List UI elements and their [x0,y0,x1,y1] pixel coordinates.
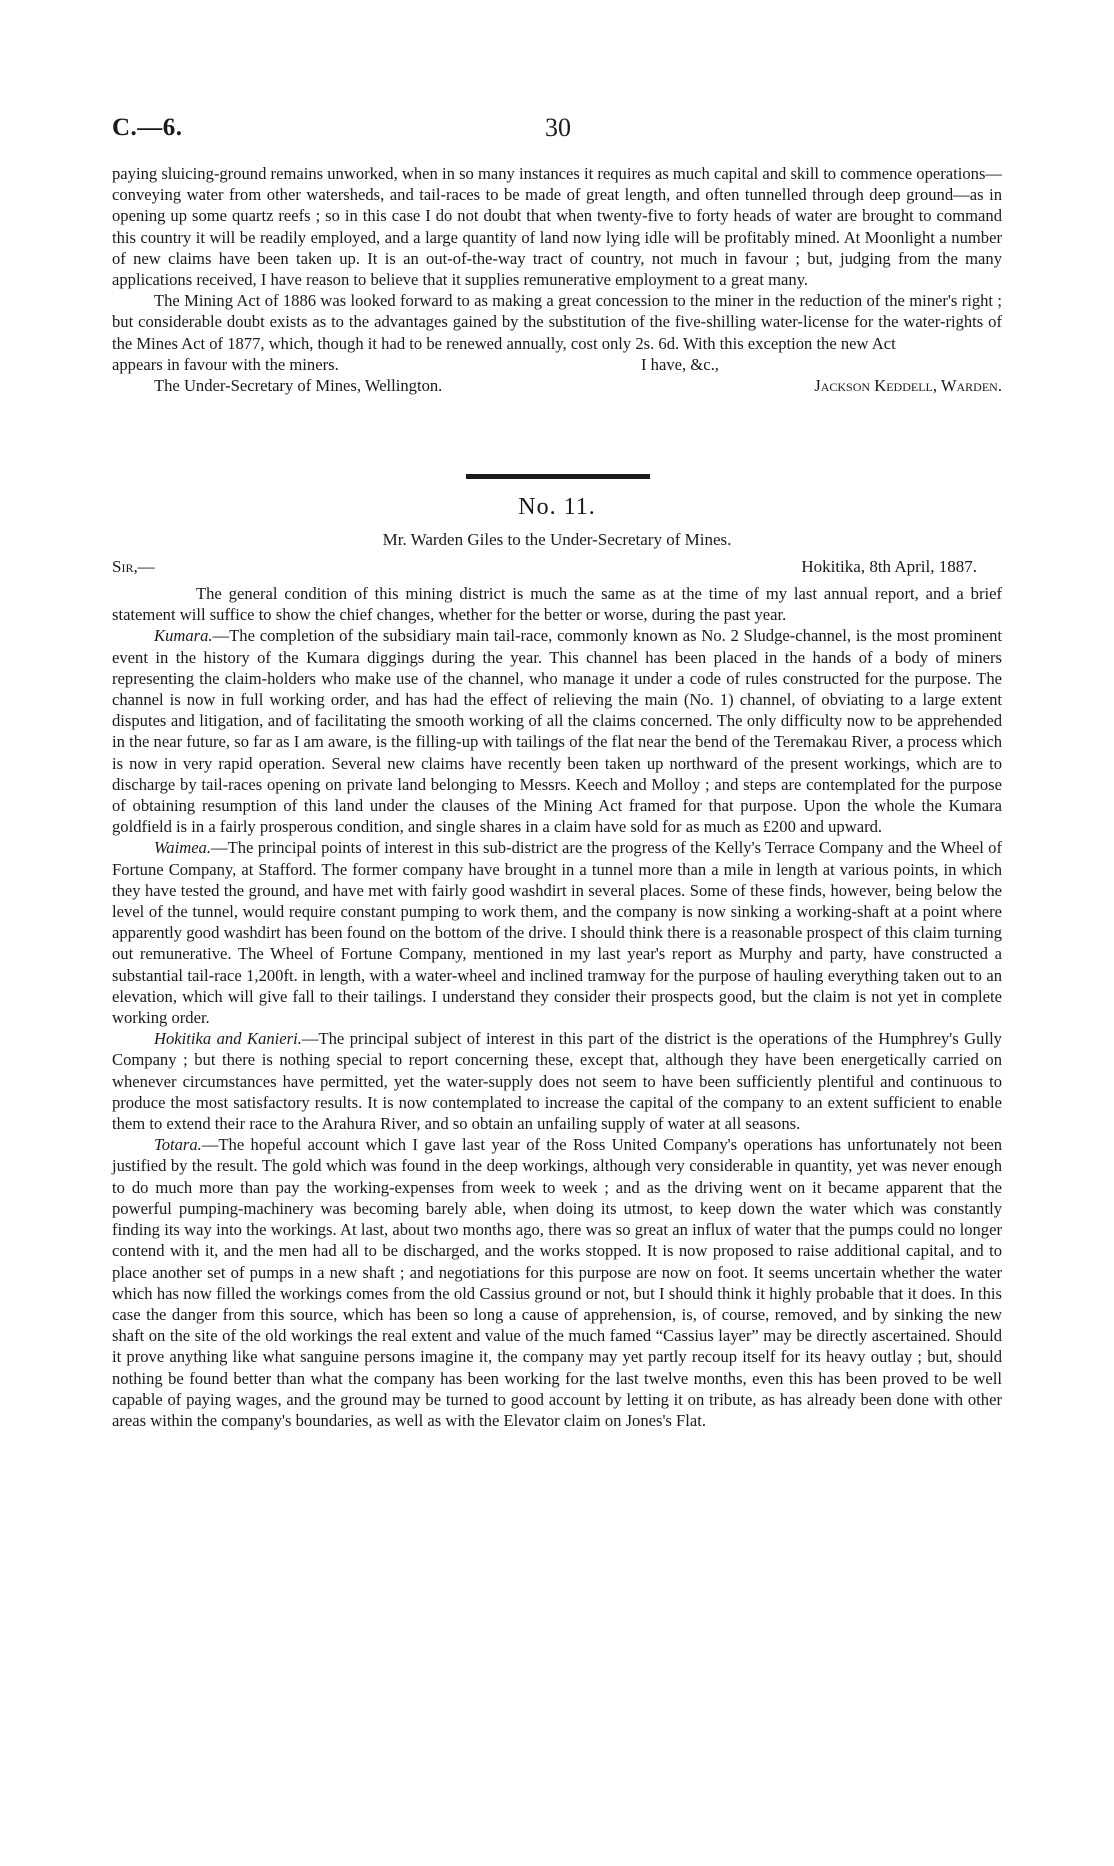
paragraph: The Mining Act of 1886 was looked forward to as making a great concession to the miner in the reduction of the miner's right ; but considerable doubt exists as to the advantages gained by the substitution of the five-shilling water-license for the water-rights of the Mines Act of 1877, which, though it had to be renewed annually, cost only 2s. 6d. With this exception the new Act [112,291,1002,353]
salutation: Sir,— [112,557,155,576]
section-heading: Kumara. [154,626,213,646]
addressee: The Under-Secretary of Mines, Wellington. [154,376,443,396]
section-heading: Totara. [154,1135,202,1155]
letter-10-body [112,163,1002,396]
section-divider [466,474,650,479]
intro-paragraph: The general condition of this mining district is much the same as at the time of my last annual report, and a brief statement will suffice to show the chief changes, whether for the better or worse, during the past year. [112,584,1002,625]
section-text: —The completion of the subsidiary main tail-race, commonly known as No. 2 Sludge-channel, is the most prominent event in the history of the Kumara diggings during the year. This channel has been placed in the hands of a body of miners representing the claim-holders who make use of the channel, who manage it under a code of rules constructed for the purpose. The channel is now in full working order, and has had the effect of relieving the main (No. 1) channel, of obviating to a large extent disputes and litigation, and of facilitating the smooth working of all the claims concerned. The only difficulty now to be apprehended in the near future, so far as I am aware, is the filling-up with tailings of the flat near the bend of the Teremakau River, a process which is now in very rapid operation. Several new claims have recently been taken up northward of the present workings, which are to discharge by tail-races opening on private land belonging to Messrs. Keech and Molloy ; and steps are contemplated for the purpose of obtaining resumption of this land under the clauses of the Mining Act framed for that purpose. Upon the whole the Kumara goldfield is in a fairly prosperous condition, and single shares in a claim have sold for as much as £200 and upward. [112,626,1002,837]
section-waimea [112,837,1002,1028]
section-kumara [112,625,1002,837]
section-text: —The principal points of interest in this sub-district are the progress of the Kelly's Terrace Company and the Wheel of Fortune Company, at Stafford. The former company have brought in a tunnel more than a mile in length at various points, in which they have tested the ground, and have met with fairly good washdirt in several places. Some of these finds, however, being below the level of the tunnel, would require constant pumping to work them, and the company is now sinking a working-shaft at a point where apparently good washdirt has been found on the bottom of the drive. I should think there is a reasonable prospect of this claim turning out remunerative. The Wheel of Fortune Company, mentioned in my last year's report as Murphy and party, have constructed a substantial tail-race 1,200ft. in length, with a water-wheel and inclined tramway for the purpose of hauling everything taken out to an elevation, which will give fall to their tailings. I understand they consider their prospects good, but the claim is not yet in complete working order. [112,838,1002,1028]
closing: I have, &c., [641,354,719,374]
letter-subtitle: Mr. Warden Giles to the Under-Secretary of Mines. [382,530,732,549]
section-totara [112,1134,1002,1431]
page-number: 30 [545,113,571,142]
signature: Jackson Keddell, Warden. [814,376,1002,396]
section-text: —The hopeful account which I gave last year of the Ross United Company's operations has unfortunately not been justified by the result. The gold which was found in the deep workings, although very considerable in quantity, yet was never enough to do much more than pay the working-expenses from week to week ; and as the driving went on it became apparent that the powerful pumping-machinery was becoming barely able, when doing its utmost, to keep down the water which was constantly finding its way into the workings. At last, about two months ago, there was so great an influx of water that the pumps could no longer contend with it, and the men had all to be discharged, and the works stopped. It is now proposed to raise additional capital, and to place another set of pumps in a new shaft ; and negotiations for this purpose are now on foot. It seems uncertain whether the water which has now filled the workings comes from the old Cassius ground or not, but I should think it highly probable that it does. In this case the danger from this source, which has been so long a cause of apprehension, is, of course, removed, and by sinking the new shaft on the site of the old workings the real extent and value of the much famed “Cassius layer” may be directly ascertained. Should it prove anything like what sanguine persons imagine it, the company may yet partly recoup itself for its heavy outlay ; but, should nothing be found better than what the company has been working for the last twelve months, even this has been proved to be well capable of paying wages, and the ground may be turned to good account by letting it on tribute, as has already been done with other areas within the company's boundaries, as well as with the Elevator claim on Jones's Flat. [112,1135,1002,1430]
section-heading: Hokitika and Kanieri. [154,1029,302,1049]
section-hokitika [112,1028,1002,1134]
signature-row [112,375,1002,396]
letter-11-body [112,583,1002,1431]
section-text: —The principal subject of interest in this part of the district is the operations of the Humphrey's Gully Company ; but there is nothing special to report concerning these, except that, although they have been energetically carried on whenever circumstances have permitted, yet the water-supply does not seem to have been sufficiently plentiful and continuous to produce the most satisfactory results. It is now contemplated to increase the capital of the company to an extent sufficient to enable them to extend their race to the Arahura River, and so obtain an unfailing supply of water at all seasons. [112,1029,1002,1134]
paragraph: paying sluicing-ground remains unworked, when in so many instances it requires as much capital and skill to commence operations—conveying water from other watersheds, and tail-races to be made of great length, and often tunnelled through deep ground—as in opening up some quartz reefs ; so in this case I do not doubt that when twenty-five to forty heads of water are brought to command this country it will be readily employed, and a large quantity of land now lying idle will be profitably mined. At Moonlight a number of new claims have been taken up. It is an out-of-the-way tract of country, not much in favour ; but, judging from the many applications received, I have reason to believe that it supplies remunerative employment to a great many. [112,164,1002,290]
last-line: appears in favour with the miners. [112,354,339,374]
closing-row [112,354,1002,375]
series-code: C.—6. [112,114,183,141]
letter-number: No. 11. [518,494,596,520]
place-date: Hokitika, 8th April, 1887. [801,557,977,576]
section-heading: Waimea. [154,838,211,858]
